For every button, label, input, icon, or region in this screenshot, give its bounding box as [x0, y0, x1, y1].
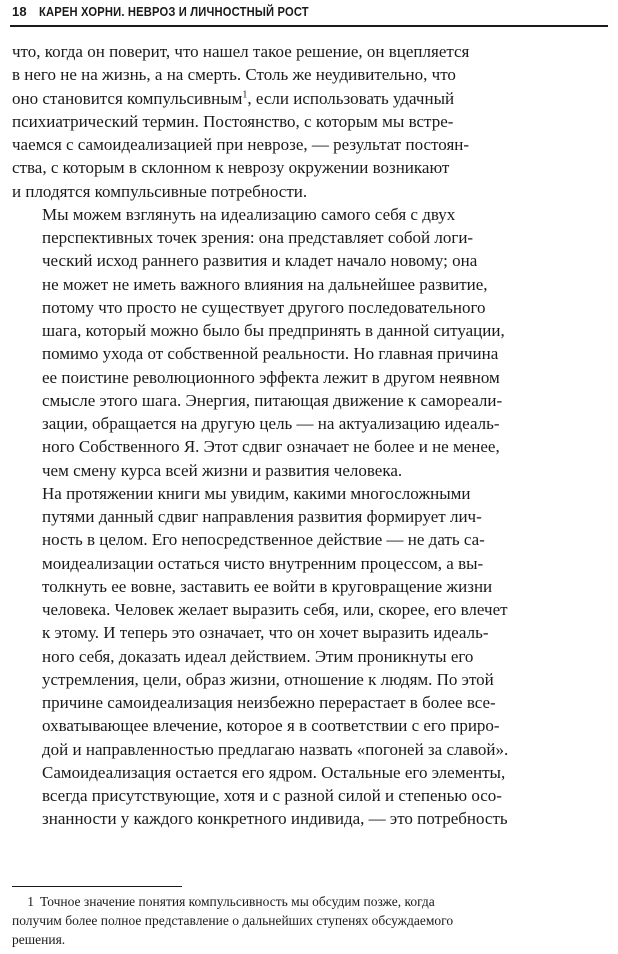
text-line: охватывающее влечение, которое я в соответствии с его приро- [42, 716, 500, 736]
text-line: не может не иметь важного влияния на дальнейшее развитие, [42, 274, 488, 294]
footnote [12, 892, 590, 949]
text-line: дой и направленностью предлагаю назвать «погоней за славой». [42, 739, 509, 759]
text-line: знанности у каждого конкретного индивида, — это потребность [42, 809, 508, 829]
text-line: Самоидеализация остается его ядром. Остальные его элементы, [42, 762, 506, 782]
text-line: чем смену курса всей жизни и развития человека. [42, 460, 403, 480]
text-line: смысле этого шага. Энергия, питающая движение к самореали- [42, 390, 503, 410]
text-line: чаемся с самоидеализацией при неврозе, — результат постоян- [12, 135, 470, 154]
footnote-line: получим более полное представление о дальнейших ступенях обсуждаемого [12, 913, 454, 928]
text-line: ства, с которым в склонном к неврозу окружении возникают [12, 158, 450, 178]
text-line: и плодятся компульсивные потребности. [12, 181, 308, 201]
running-head [12, 4, 608, 26]
text-line: Мы можем взглянуть на идеализацию самого себя с двух [42, 204, 456, 224]
text-line: что, когда он поверит, что нашел такое решение, он вцепляется [12, 42, 470, 61]
footnote-mark: 1 [27, 894, 34, 909]
text-line: ее поистине революционного эффекта лежит в другом неявном [42, 367, 500, 387]
text-line: человека. Человек желает выразить себя, или, скорее, его влечет [42, 600, 508, 619]
text-line: моидеализации остаться чисто внутренним процессом, а вы- [42, 553, 484, 573]
text-line: в него не на жизнь, а на смерть. Столь же неудивительно, что [12, 65, 456, 85]
text-line: помимо ухода от собственной реальности. Но главная причина [42, 344, 499, 364]
text-fragment: оно становится компульсивным [12, 88, 243, 108]
text-line: путями данный сдвиг направления развития формирует лич- [42, 507, 482, 526]
text-line: ного себя, доказать идеал действием. Этим проникнуты его [42, 646, 474, 666]
text-line-with-footnote [12, 87, 590, 110]
text-line: устремления, цели, образ жизни, отношение к людям. По этой [42, 669, 494, 689]
text-line: причине самоидеализация неизбежно перерастает в более все- [42, 693, 496, 712]
text-fragment: , если использовать удачный [247, 88, 455, 108]
text-line: толкнуть ее вовне, заставить ее войти в круговращение жизни [42, 576, 493, 596]
footnote-reference[interactable]: 1 [242, 88, 248, 100]
text-line: ческий исход раннего развития и кладет начало новому; она [42, 251, 478, 271]
paragraph-1 [12, 40, 590, 203]
text-line: психиатрический термин. Постоянство, с которым мы встре- [12, 111, 454, 131]
text-line: ного Собственного Я. Этот сдвиг означает не более и не менее, [42, 437, 500, 457]
footnote-line [12, 892, 590, 911]
header-rule [10, 25, 608, 27]
text-line: перспективных точек зрения: она представляет собой логи- [42, 228, 474, 247]
main-text [12, 40, 590, 831]
footnote-text: Точное значение понятия компульсивность мы обсудим позже, когда [40, 894, 435, 909]
paragraph-2 [12, 203, 590, 482]
text-line: зации, обращается на другую цель — на актуализацию идеаль- [42, 414, 500, 433]
footnote-rule [12, 886, 182, 887]
running-title: КАРЕН ХОРНИ. НЕВРОЗ И ЛИЧНОСТНЫЙ РОСТ [38, 4, 309, 19]
text-line: всегда присутствующие, хотя и с разной силой и степенью осо- [42, 786, 502, 805]
text-line: ность в целом. Его непосредственное действие — не дать са- [42, 530, 485, 550]
text-line: потому что просто не существует другого последовательного [42, 297, 486, 317]
paragraph-3 [12, 482, 590, 831]
page-number: 18 [12, 4, 27, 19]
text-line: к этому. И теперь это означает, что он хочет выразить идеаль- [42, 623, 489, 643]
text-line: шага, который можно было бы предпринять в данной ситуации, [42, 321, 505, 340]
text-line: На протяжении книги мы увидим, какими многосложными [42, 483, 471, 503]
footnote-line: решения. [12, 932, 66, 947]
